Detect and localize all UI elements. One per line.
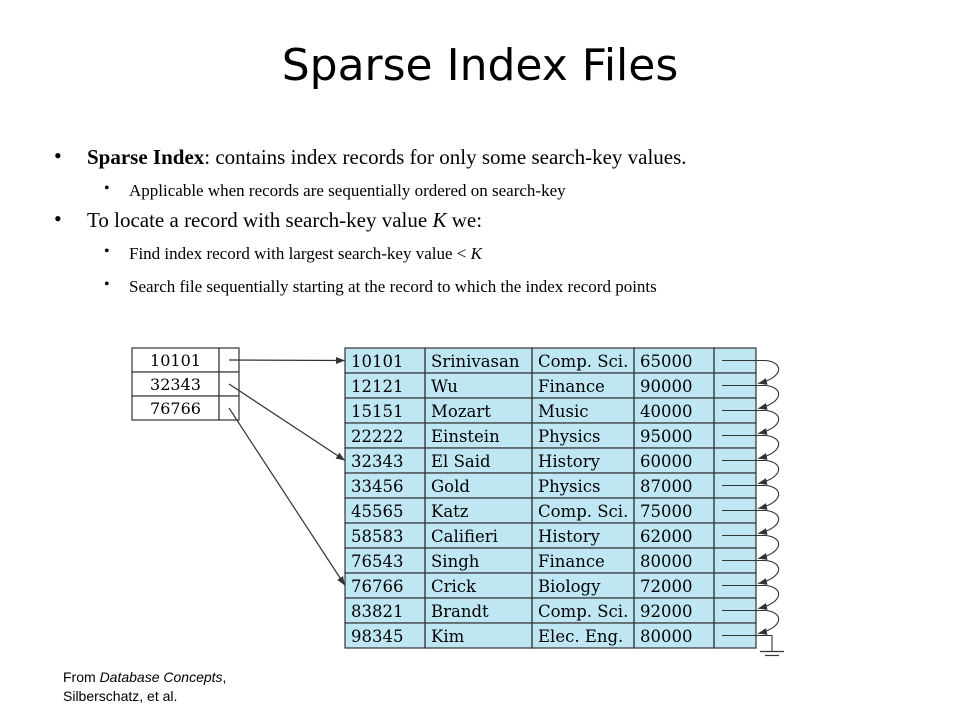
bullet-term: Sparse Index <box>87 145 205 169</box>
record-value: 72000 <box>640 577 693 596</box>
record-value: El Said <box>431 452 491 471</box>
record-value: Biology <box>538 577 601 596</box>
record-value: Comp. Sci. <box>538 502 629 521</box>
page-title: Sparse Index Files <box>281 40 679 91</box>
record-value: Finance <box>538 552 605 571</box>
record-value: 80000 <box>640 627 693 646</box>
record-value: Brandt <box>431 602 489 621</box>
record-value: Wu <box>431 377 458 396</box>
bullet-dot: • <box>54 206 62 231</box>
record-value: 95000 <box>640 427 693 446</box>
record-value: 75000 <box>640 502 693 521</box>
record-value: Katz <box>431 502 469 521</box>
record-value: Einstein <box>431 427 500 446</box>
record-value: 90000 <box>640 377 693 396</box>
bullet-dot: • <box>54 143 62 168</box>
index-pointer-arrow <box>229 384 345 461</box>
record-value: 12121 <box>351 377 404 396</box>
index-pointer-arrow <box>229 360 345 361</box>
record-value: 87000 <box>640 477 693 496</box>
record-value: History <box>538 452 600 471</box>
record-value: 80000 <box>640 552 693 571</box>
record-value: Singh <box>431 552 480 571</box>
record-value: 58583 <box>351 527 404 546</box>
index-pointer-arrow <box>229 408 345 586</box>
bullet-text: : contains index records for only some search-key values. <box>204 145 687 169</box>
record-value: Music <box>538 402 589 421</box>
record-value: Califieri <box>431 527 498 546</box>
record-value: 62000 <box>640 527 693 546</box>
record-value: Finance <box>538 377 605 396</box>
record-value: Srinivasan <box>431 352 520 371</box>
record-value: Elec. Eng. <box>538 627 624 646</box>
record-value: 33456 <box>351 477 404 496</box>
record-value: Mozart <box>431 402 491 421</box>
record-value: 40000 <box>640 402 693 421</box>
citation-authors: Silberschatz, et al. <box>63 688 178 704</box>
sub-bullet-search-file: Search file sequentially starting at the record to which the index record points <box>129 277 657 296</box>
record-value: 32343 <box>351 452 404 471</box>
citation-book: Database Concepts <box>99 669 223 685</box>
index-key-label: 32343 <box>150 375 201 394</box>
record-value: 45565 <box>351 502 404 521</box>
record-value: 65000 <box>640 352 693 371</box>
bullet-text: we: <box>446 208 483 232</box>
record-value: 76543 <box>351 552 404 571</box>
record-value: 76766 <box>351 577 404 596</box>
variable-k: K <box>470 244 482 263</box>
record-value: 10101 <box>351 352 404 371</box>
record-value: 92000 <box>640 602 693 621</box>
citation-text: , <box>222 669 227 685</box>
record-value: 83821 <box>351 602 404 621</box>
bullet-text: Find index record with largest search-key value < <box>129 244 471 263</box>
record-value: Comp. Sci. <box>538 352 629 371</box>
citation-text: From <box>63 669 100 685</box>
index-key-label: 10101 <box>150 351 201 370</box>
bullet-dot: • <box>104 180 110 197</box>
record-value: Physics <box>538 427 601 446</box>
record-value: 22222 <box>351 427 404 446</box>
record-value: Kim <box>431 627 465 646</box>
variable-k: K <box>432 208 447 232</box>
record-value: Physics <box>538 477 601 496</box>
record-value: History <box>538 527 600 546</box>
index-key-label: 76766 <box>150 399 201 418</box>
record-value: 98345 <box>351 627 404 646</box>
source-citation <box>63 668 226 706</box>
record-value: 15151 <box>351 402 404 421</box>
bullet-dot: • <box>104 276 110 293</box>
bullet-text: To locate a record with search-key value <box>87 208 433 232</box>
record-value: Crick <box>431 577 477 596</box>
record-value: Comp. Sci. <box>538 602 629 621</box>
bullet-dot: • <box>104 243 110 260</box>
sub-bullet-applicable: Applicable when records are sequentially ordered on search-key <box>129 181 566 200</box>
record-value: Gold <box>431 477 470 496</box>
record-value: 60000 <box>640 452 693 471</box>
